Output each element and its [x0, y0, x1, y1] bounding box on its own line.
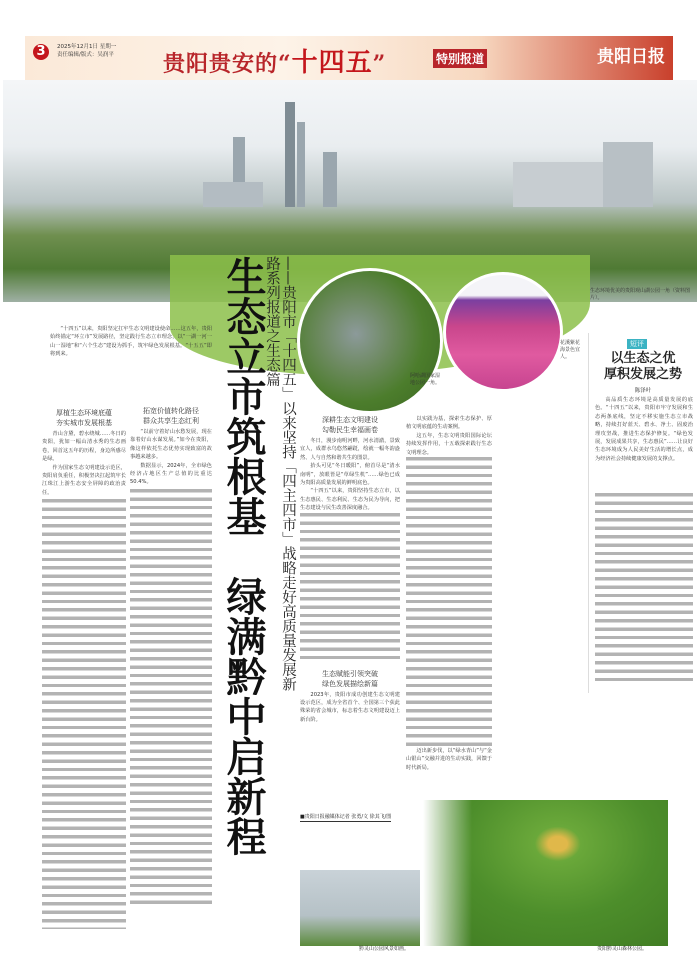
- section-title: [163, 42, 386, 79]
- issue-info: [57, 43, 116, 59]
- article-column-1: [42, 402, 126, 957]
- bottom-left-caption-wrap: [357, 935, 411, 954]
- title-part: 贵阳贵安的“: [163, 51, 292, 77]
- title-highlight: 十四五: [291, 48, 373, 78]
- body-text-lines: [130, 489, 212, 909]
- editor-credit: 责任编辑/版式：吴润平: [57, 52, 114, 58]
- building: [323, 152, 337, 207]
- body-text-lines: [595, 493, 693, 683]
- bottom-right-caption-wrap: [595, 935, 649, 954]
- circle-photo-wetland: [297, 268, 443, 414]
- article-column-4: [406, 415, 492, 795]
- commentary-body: [595, 396, 693, 463]
- paragraph: 迈出新步伐，以“绿水青山”与“金山银山”交融并进的生动实践，回馈于时代新局。: [406, 748, 492, 771]
- commentary-title: 以生态之优 厚积发展之势: [603, 351, 682, 382]
- paragraph: “以前守着好山水愁发展，现在靠着好山水谋发展。”如今在贵阳，像这样依托生态优势实现致富的故事越来越多。: [130, 429, 212, 461]
- building: [603, 142, 653, 207]
- commentary-box: [588, 333, 696, 693]
- circle2-caption: 花溪紫花海景色宜人。: [560, 340, 581, 360]
- hero-caption: 生态环境优美的贵阳观山湖公园一角（资料图片）。: [590, 288, 691, 301]
- photo-forest-pavilion: [423, 800, 668, 946]
- commentary-tag: 短评: [627, 339, 647, 349]
- paragraph: 数据显示，2024年，全市绿色经济占地区生产总值的比重达50.4%。: [130, 462, 212, 486]
- newspaper-logo: 贵阳日报: [597, 47, 665, 67]
- body-text-lines: [300, 513, 400, 663]
- intro-paragraph: “十四五”以来，贵阳坚定扛牢生态文明建设使命……这五年，贵阳始终锚定“环立市”发展路径，坚定践行生态立市理念，以“一湖一河一山一湿地”和“六个生态”建设为抓手，筑牢绿色发展根基。“十五五”即将到来。: [50, 326, 212, 358]
- building: [297, 122, 305, 207]
- circle1-caption: 阿哈湖国家湿地公园一角。: [410, 373, 441, 386]
- subheading: 厚植生态环境底蕴 夯实城市发展根基: [56, 409, 112, 427]
- article-column-2: [130, 400, 212, 957]
- commentary-paragraph: 高品质生态环境是高质量发展的底色。“十四五”以来，贵阳市牢守发展和生态两条底线，坚定不移实施生态立市战略，持续打好蓝天、碧水、净土、固废治理攻坚战，推进生态保护修复。“绿色发展，发展成果共享，生态惠民”……让良好生态环境成为人民美好生活的增长点，成为经济社会持续健康发展的支撑点。: [595, 397, 693, 462]
- article-intro: [50, 325, 212, 359]
- building: [203, 182, 263, 207]
- page-header-banner: [25, 36, 673, 80]
- paragraph: 冬日，漫步南明河畔，河水清澈，景致宜人，成群水鸟悠然翩跹，绘就一幅冬韵盎然、人与自然和谐共生的图景。: [300, 438, 400, 461]
- subheading: 深耕生态文明建设 勾勒民生幸福画卷: [322, 416, 378, 434]
- paragraph: “十四五”以来，贵阳坚持生态立市，以生态惠民、生态利民、生态为民为导向，把生态建设与民生改善深度融合。: [300, 488, 400, 512]
- bottom-left-caption: 黔灵山公园风景如画。: [359, 946, 410, 952]
- commentary-author: 陈泽叶: [634, 388, 652, 394]
- subheading: 生态赋能引领突破 绿色发展描绘新篇: [322, 669, 378, 688]
- main-headline: 生态立市筑根基 绿满黔中启新程: [220, 256, 266, 856]
- article-credit: ■贵阳日报融媒体记者 张勇/文 徐其飞/图: [300, 814, 392, 820]
- page-number: 3: [33, 44, 49, 60]
- paragraph: 以实践为基，探索生态保护、厚植文明底蕴的生动案例。: [406, 416, 492, 431]
- issue-date: 2025年12月1日 星期一: [57, 44, 117, 50]
- article-column-3: [300, 415, 400, 810]
- paragraph: 抬头可见“冬日暖阳”，俯首尽是“清水南明”，放眼皆是“草绿生机”……绿色已成为贵阳高质量发展的鲜明底色。: [300, 463, 400, 487]
- body-text-lines: [42, 499, 126, 929]
- building: [285, 102, 295, 207]
- paragraph: 2023年，贵阳市成功创建生态文明建设示范区，成为全省首个、全国第三个获此殊荣的省会城市，标志着生态文明建设迈上新台阶。: [300, 691, 400, 723]
- bottom-right-caption: 贵阳黔灵山森林公园。: [597, 946, 648, 952]
- circle-photo-flower-sea: [443, 272, 563, 392]
- paragraph: 这五年，生态文明贵阳国际论坛持续发挥作用，十五载探索践行生态文明理念。: [406, 432, 492, 456]
- special-report-badge: 特别报道: [433, 49, 487, 68]
- paragraph: 青山含黛，碧水绕城……冬日的贵阳，犹如一幅山清水秀的生态画卷，回首这五年的历程，身边所感尽是绿。: [42, 431, 126, 463]
- headline-subtitle: ——贵阳市「十四五」以来坚持「四主四市」战略走好高质量发展新路系列报道之生态篇: [264, 256, 296, 691]
- title-part: ”: [372, 51, 387, 77]
- paragraph: 作为国家生态文明建设示范区，贵阳肩负重任，积极坚决扛起筑牢长江珠江上游生态安全屏障的政治责任。: [42, 464, 126, 496]
- subheading: 拓宽价值转化路径 群众共享生态红利: [143, 407, 199, 425]
- body-text-lines: [406, 457, 492, 747]
